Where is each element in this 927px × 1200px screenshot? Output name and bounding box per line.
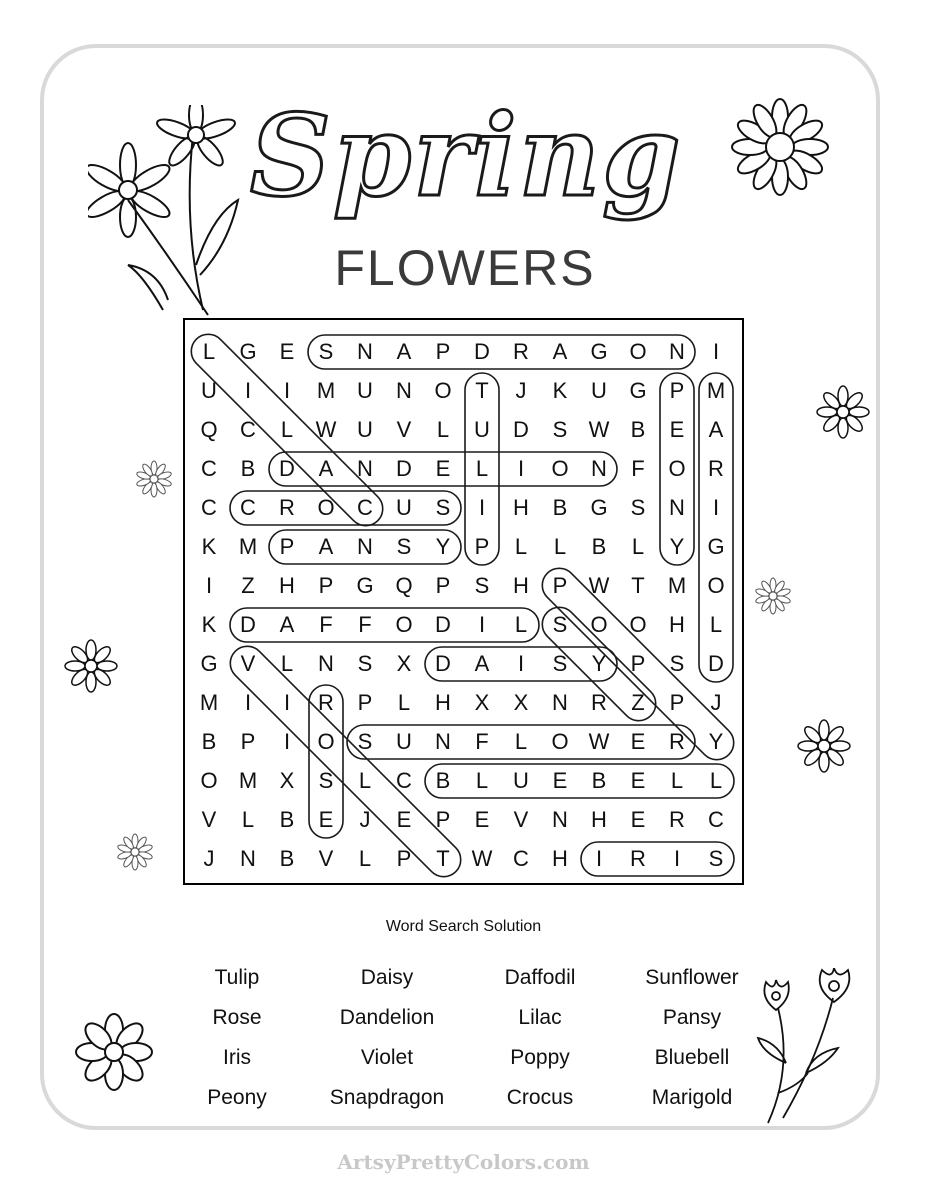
word-list-item: Daffodil bbox=[504, 966, 576, 989]
grid-letter[interactable]: Y bbox=[669, 534, 685, 559]
grid-letter[interactable]: B bbox=[279, 807, 295, 832]
grid-letter[interactable]: N bbox=[318, 651, 334, 676]
grid-letter[interactable]: P bbox=[435, 807, 451, 832]
grid-letter[interactable]: A bbox=[396, 339, 412, 364]
grid-letter[interactable]: L bbox=[280, 651, 294, 676]
grid-letter[interactable]: P bbox=[630, 651, 646, 676]
grid-letter[interactable]: L bbox=[436, 417, 450, 442]
grid-letter[interactable]: J bbox=[203, 846, 215, 871]
grid-letter[interactable]: B bbox=[630, 417, 646, 442]
grid-letter[interactable]: T bbox=[436, 846, 450, 871]
grid-letter[interactable]: H bbox=[513, 573, 529, 598]
grid-letter[interactable]: E bbox=[630, 768, 646, 793]
grid-letter[interactable]: R bbox=[669, 729, 685, 754]
grid-letter[interactable]: U bbox=[513, 768, 529, 793]
grid-letter[interactable]: G bbox=[629, 378, 647, 403]
grid-letter[interactable]: S bbox=[357, 729, 373, 754]
grid-letter[interactable]: O bbox=[551, 729, 569, 754]
daisy-icon bbox=[135, 460, 173, 498]
grid-letter[interactable]: W bbox=[588, 417, 610, 442]
word-list-item: Crocus bbox=[506, 1086, 574, 1109]
grid-letter[interactable]: E bbox=[552, 768, 568, 793]
grid-letter[interactable]: I bbox=[244, 378, 252, 403]
daisy-icon bbox=[728, 95, 832, 199]
grid-letter[interactable]: D bbox=[396, 456, 412, 481]
grid-letter[interactable]: Z bbox=[631, 690, 645, 715]
grid-letter[interactable]: S bbox=[630, 495, 646, 520]
grid-letter[interactable]: C bbox=[201, 495, 217, 520]
grid-letter[interactable]: I bbox=[205, 573, 213, 598]
grid-letter[interactable]: M bbox=[238, 768, 258, 793]
grid-letter[interactable]: C bbox=[240, 495, 256, 520]
grid-letter[interactable]: H bbox=[552, 846, 568, 871]
grid-letter[interactable]: W bbox=[588, 573, 610, 598]
grid-letter[interactable]: G bbox=[590, 339, 608, 364]
grid-letter[interactable]: I bbox=[478, 495, 486, 520]
grid-letter[interactable]: A bbox=[318, 456, 334, 481]
grid-letter[interactable]: B bbox=[279, 846, 295, 871]
grid-letter[interactable]: B bbox=[591, 768, 607, 793]
grid-letter[interactable]: L bbox=[202, 339, 216, 364]
grid-letter[interactable]: F bbox=[631, 456, 645, 481]
grid-letter[interactable]: B bbox=[591, 534, 607, 559]
word-list-item: Violet bbox=[360, 1046, 414, 1069]
grid-letter[interactable]: Y bbox=[708, 729, 724, 754]
grid-letter[interactable]: N bbox=[240, 846, 256, 871]
grid-letter[interactable]: S bbox=[552, 417, 568, 442]
grid-letter[interactable]: Z bbox=[241, 573, 255, 598]
grid-letter[interactable]: E bbox=[669, 417, 685, 442]
grid-letter[interactable]: I bbox=[673, 846, 681, 871]
grid-letter[interactable]: G bbox=[590, 495, 608, 520]
grid-letter[interactable]: L bbox=[475, 768, 489, 793]
grid-letter[interactable]: Q bbox=[395, 573, 413, 598]
grid-letter[interactable]: P bbox=[552, 573, 568, 598]
grid-letter[interactable]: E bbox=[279, 339, 295, 364]
grid-letter[interactable]: S bbox=[474, 573, 490, 598]
grid-letter[interactable]: R bbox=[591, 690, 607, 715]
grid-letter[interactable]: R bbox=[279, 495, 295, 520]
grid-letter[interactable]: N bbox=[669, 495, 685, 520]
solution-caption: Word Search Solution bbox=[385, 918, 542, 935]
grid-letter[interactable]: D bbox=[474, 339, 490, 364]
grid-letter[interactable]: X bbox=[513, 690, 529, 715]
grid-letter[interactable]: L bbox=[709, 768, 723, 793]
grid-letter[interactable]: C bbox=[513, 846, 529, 871]
page-subtitle: FLOWERS bbox=[334, 240, 596, 296]
grid-letter[interactable]: L bbox=[553, 534, 567, 559]
grid-letter[interactable]: N bbox=[396, 378, 412, 403]
grid-letter[interactable]: I bbox=[478, 612, 486, 637]
grid-letter[interactable]: V bbox=[240, 651, 256, 676]
word-list-item: Sunflower bbox=[645, 966, 739, 989]
word-list-item: Rose bbox=[212, 1006, 262, 1029]
grid-letter[interactable]: J bbox=[710, 690, 722, 715]
grid-letter[interactable]: B bbox=[435, 768, 451, 793]
grid-letter[interactable]: E bbox=[396, 807, 412, 832]
grid-letter[interactable]: E bbox=[435, 456, 451, 481]
grid-letter[interactable]: U bbox=[396, 495, 412, 520]
grid-letter[interactable]: R bbox=[708, 456, 724, 481]
grid-letter[interactable]: O bbox=[395, 612, 413, 637]
grid-letter[interactable]: D bbox=[240, 612, 256, 637]
grid-letter[interactable]: O bbox=[629, 612, 647, 637]
grid-letter[interactable]: R bbox=[318, 690, 334, 715]
grid-letter[interactable]: S bbox=[318, 768, 334, 793]
grid-letter[interactable]: L bbox=[514, 534, 528, 559]
daisy-icon bbox=[795, 717, 853, 775]
grid-letter[interactable]: N bbox=[552, 807, 568, 832]
grid-letter[interactable]: Q bbox=[200, 417, 218, 442]
grid-letter[interactable]: O bbox=[668, 456, 686, 481]
grid-letter[interactable]: D bbox=[435, 651, 451, 676]
grid-letter[interactable]: O bbox=[434, 378, 452, 403]
grid-letter[interactable]: O bbox=[707, 573, 725, 598]
daisy-icon bbox=[814, 383, 872, 441]
grid-letter[interactable]: L bbox=[709, 612, 723, 637]
grid-letter[interactable]: A bbox=[552, 339, 568, 364]
word-search-grid bbox=[183, 318, 744, 885]
grid-letter[interactable]: P bbox=[279, 534, 295, 559]
grid-letter[interactable]: R bbox=[513, 339, 529, 364]
grid-letter[interactable]: K bbox=[552, 378, 568, 403]
grid-letter[interactable]: P bbox=[669, 690, 685, 715]
grid-letter[interactable]: I bbox=[712, 339, 720, 364]
grid-letter[interactable]: E bbox=[630, 807, 646, 832]
grid-letter[interactable]: G bbox=[200, 651, 218, 676]
grid-letter[interactable]: N bbox=[591, 456, 607, 481]
grid-letter[interactable]: J bbox=[515, 378, 527, 403]
grid-letter[interactable]: S bbox=[318, 339, 334, 364]
word-list-item: Marigold bbox=[651, 1086, 733, 1109]
grid-letter[interactable]: G bbox=[356, 573, 374, 598]
grid-letter[interactable]: V bbox=[513, 807, 529, 832]
grid-letter[interactable]: G bbox=[707, 534, 725, 559]
grid-letter[interactable]: H bbox=[669, 612, 685, 637]
grid-letter[interactable]: L bbox=[631, 534, 645, 559]
word-list-item: Iris bbox=[223, 1046, 251, 1069]
grid-letter[interactable]: U bbox=[396, 729, 412, 754]
daisy-icon bbox=[62, 637, 120, 695]
grid-letter[interactable]: U bbox=[357, 378, 373, 403]
grid-letter[interactable]: T bbox=[631, 573, 645, 598]
grid-letter[interactable]: H bbox=[435, 690, 451, 715]
grid-letter[interactable]: P bbox=[474, 534, 490, 559]
grid-letter[interactable]: L bbox=[397, 690, 411, 715]
grid-letter[interactable]: V bbox=[201, 807, 217, 832]
grid-letter[interactable]: S bbox=[669, 651, 685, 676]
grid-letter[interactable]: F bbox=[319, 612, 333, 637]
grid-letter[interactable]: O bbox=[200, 768, 218, 793]
grid-letter[interactable]: L bbox=[358, 846, 372, 871]
grid-letter[interactable]: B bbox=[240, 456, 256, 481]
grid-letter[interactable]: C bbox=[708, 807, 724, 832]
grid-letter[interactable]: E bbox=[318, 807, 334, 832]
grid-letter[interactable]: X bbox=[279, 768, 295, 793]
grid-letter[interactable]: L bbox=[475, 456, 489, 481]
grid-letter[interactable]: P bbox=[318, 573, 334, 598]
grid-letter[interactable]: I bbox=[244, 690, 252, 715]
grid-letter[interactable]: X bbox=[396, 651, 412, 676]
grid-letter[interactable]: L bbox=[514, 612, 528, 637]
grid-letter[interactable]: S bbox=[357, 651, 373, 676]
word-list-item: Poppy bbox=[510, 1046, 570, 1069]
grid-letter[interactable]: U bbox=[357, 417, 373, 442]
grid-letter[interactable]: B bbox=[201, 729, 217, 754]
grid-letter[interactable]: I bbox=[712, 495, 720, 520]
grid-letter[interactable]: T bbox=[475, 378, 489, 403]
grid-letter[interactable]: O bbox=[317, 495, 335, 520]
grid-letter[interactable]: L bbox=[280, 417, 294, 442]
grid-letter[interactable]: I bbox=[283, 690, 291, 715]
grid-letter[interactable]: D bbox=[435, 612, 451, 637]
grid-letter[interactable]: N bbox=[552, 690, 568, 715]
grid-letter[interactable]: F bbox=[358, 612, 372, 637]
grid-letter[interactable]: I bbox=[283, 729, 291, 754]
grid-letter[interactable]: C bbox=[240, 417, 256, 442]
grid-letter[interactable]: M bbox=[238, 534, 258, 559]
grid-letter[interactable]: C bbox=[201, 456, 217, 481]
word-list-item: Peony bbox=[207, 1086, 267, 1109]
grid-letter[interactable]: O bbox=[317, 729, 335, 754]
grid-letter[interactable]: U bbox=[591, 378, 607, 403]
grid-letter[interactable]: P bbox=[396, 846, 412, 871]
grid-letter[interactable]: Y bbox=[435, 534, 451, 559]
grid-letter[interactable]: P bbox=[240, 729, 256, 754]
grid-letter[interactable]: V bbox=[396, 417, 412, 442]
grid-letter[interactable]: C bbox=[396, 768, 412, 793]
grid-letter[interactable]: W bbox=[588, 729, 610, 754]
grid-letter[interactable]: M bbox=[199, 690, 219, 715]
grid-letter[interactable]: J bbox=[359, 807, 371, 832]
word-list-item: Lilac bbox=[518, 1006, 562, 1029]
grid-letter[interactable]: E bbox=[630, 729, 646, 754]
grid-letter[interactable]: S bbox=[708, 846, 724, 871]
grid-letter[interactable]: P bbox=[435, 573, 451, 598]
grid-letter[interactable]: R bbox=[630, 846, 646, 871]
grid-letter[interactable]: U bbox=[474, 417, 490, 442]
grid-letter[interactable]: L bbox=[358, 768, 372, 793]
grid-letter[interactable]: F bbox=[475, 729, 489, 754]
grid-letter[interactable]: M bbox=[667, 573, 687, 598]
grid-letter[interactable]: A bbox=[474, 651, 490, 676]
grid-letter[interactable]: I bbox=[517, 456, 525, 481]
grid-letter[interactable]: P bbox=[357, 690, 373, 715]
grid-letter[interactable]: E bbox=[474, 807, 490, 832]
grid-letter[interactable]: P bbox=[435, 339, 451, 364]
grid-letter[interactable]: I bbox=[517, 651, 525, 676]
grid-letter[interactable]: K bbox=[201, 534, 217, 559]
grid-letter[interactable]: W bbox=[471, 846, 493, 871]
word-list-item: Dandelion bbox=[339, 1006, 435, 1029]
grid-letter[interactable]: A bbox=[318, 534, 334, 559]
grid-letter[interactable]: S bbox=[552, 612, 568, 637]
grid-letter[interactable]: O bbox=[551, 456, 569, 481]
grid-letter[interactable]: R bbox=[669, 807, 685, 832]
grid-letter[interactable]: C bbox=[357, 495, 373, 520]
grid-letter[interactable]: D bbox=[708, 651, 724, 676]
grid-letter[interactable]: P bbox=[669, 378, 685, 403]
daisy-bouquet-icon bbox=[88, 105, 248, 320]
grid-letter[interactable]: H bbox=[513, 495, 529, 520]
grid-letter[interactable]: B bbox=[552, 495, 568, 520]
grid-letter[interactable]: M bbox=[316, 378, 336, 403]
grid-letter[interactable]: S bbox=[435, 495, 451, 520]
grid-letter[interactable]: D bbox=[513, 417, 529, 442]
grid-letter[interactable]: K bbox=[201, 612, 217, 637]
grid-letter[interactable]: N bbox=[435, 729, 451, 754]
page-title: Spring bbox=[250, 91, 683, 222]
grid-letter[interactable]: H bbox=[591, 807, 607, 832]
grid-letter[interactable]: A bbox=[708, 417, 724, 442]
site-watermark[interactable]: ArtsyPrettyColors.com bbox=[337, 1150, 590, 1174]
grid-letter[interactable]: L bbox=[241, 807, 255, 832]
grid-letter[interactable]: V bbox=[318, 846, 334, 871]
grid-letter[interactable]: M bbox=[706, 378, 726, 403]
grid-letter[interactable]: A bbox=[279, 612, 295, 637]
grid-letter[interactable]: N bbox=[357, 456, 373, 481]
word-list-item: Bluebell bbox=[654, 1046, 730, 1069]
grid-letter[interactable]: I bbox=[283, 378, 291, 403]
grid-letter[interactable]: D bbox=[279, 456, 295, 481]
word-list-item: Daisy bbox=[360, 966, 414, 989]
grid-letter[interactable]: O bbox=[629, 339, 647, 364]
grid-letter[interactable]: W bbox=[315, 417, 337, 442]
grid-letter[interactable]: N bbox=[357, 534, 373, 559]
word-list-item: Pansy bbox=[662, 1006, 722, 1029]
grid-letter[interactable]: U bbox=[201, 378, 217, 403]
word-list-item: Tulip bbox=[214, 966, 260, 989]
grid-letter[interactable]: S bbox=[552, 651, 568, 676]
daisy-icon bbox=[72, 1010, 156, 1094]
grid-letter[interactable]: S bbox=[396, 534, 412, 559]
grid-letter[interactable]: I bbox=[595, 846, 603, 871]
word-list-item: Snapdragon bbox=[329, 1086, 445, 1109]
daisy-icon bbox=[754, 577, 792, 615]
grid-letter[interactable]: H bbox=[279, 573, 295, 598]
grid-letter[interactable]: L bbox=[670, 768, 684, 793]
grid-letter[interactable]: X bbox=[474, 690, 490, 715]
grid-letter[interactable]: O bbox=[590, 612, 608, 637]
grid-letter[interactable]: N bbox=[357, 339, 373, 364]
grid-letter[interactable]: L bbox=[514, 729, 528, 754]
grid-letter[interactable]: G bbox=[239, 339, 257, 364]
grid-letter[interactable]: N bbox=[669, 339, 685, 364]
grid-letter[interactable]: Y bbox=[591, 651, 607, 676]
daisy-icon bbox=[116, 833, 154, 871]
